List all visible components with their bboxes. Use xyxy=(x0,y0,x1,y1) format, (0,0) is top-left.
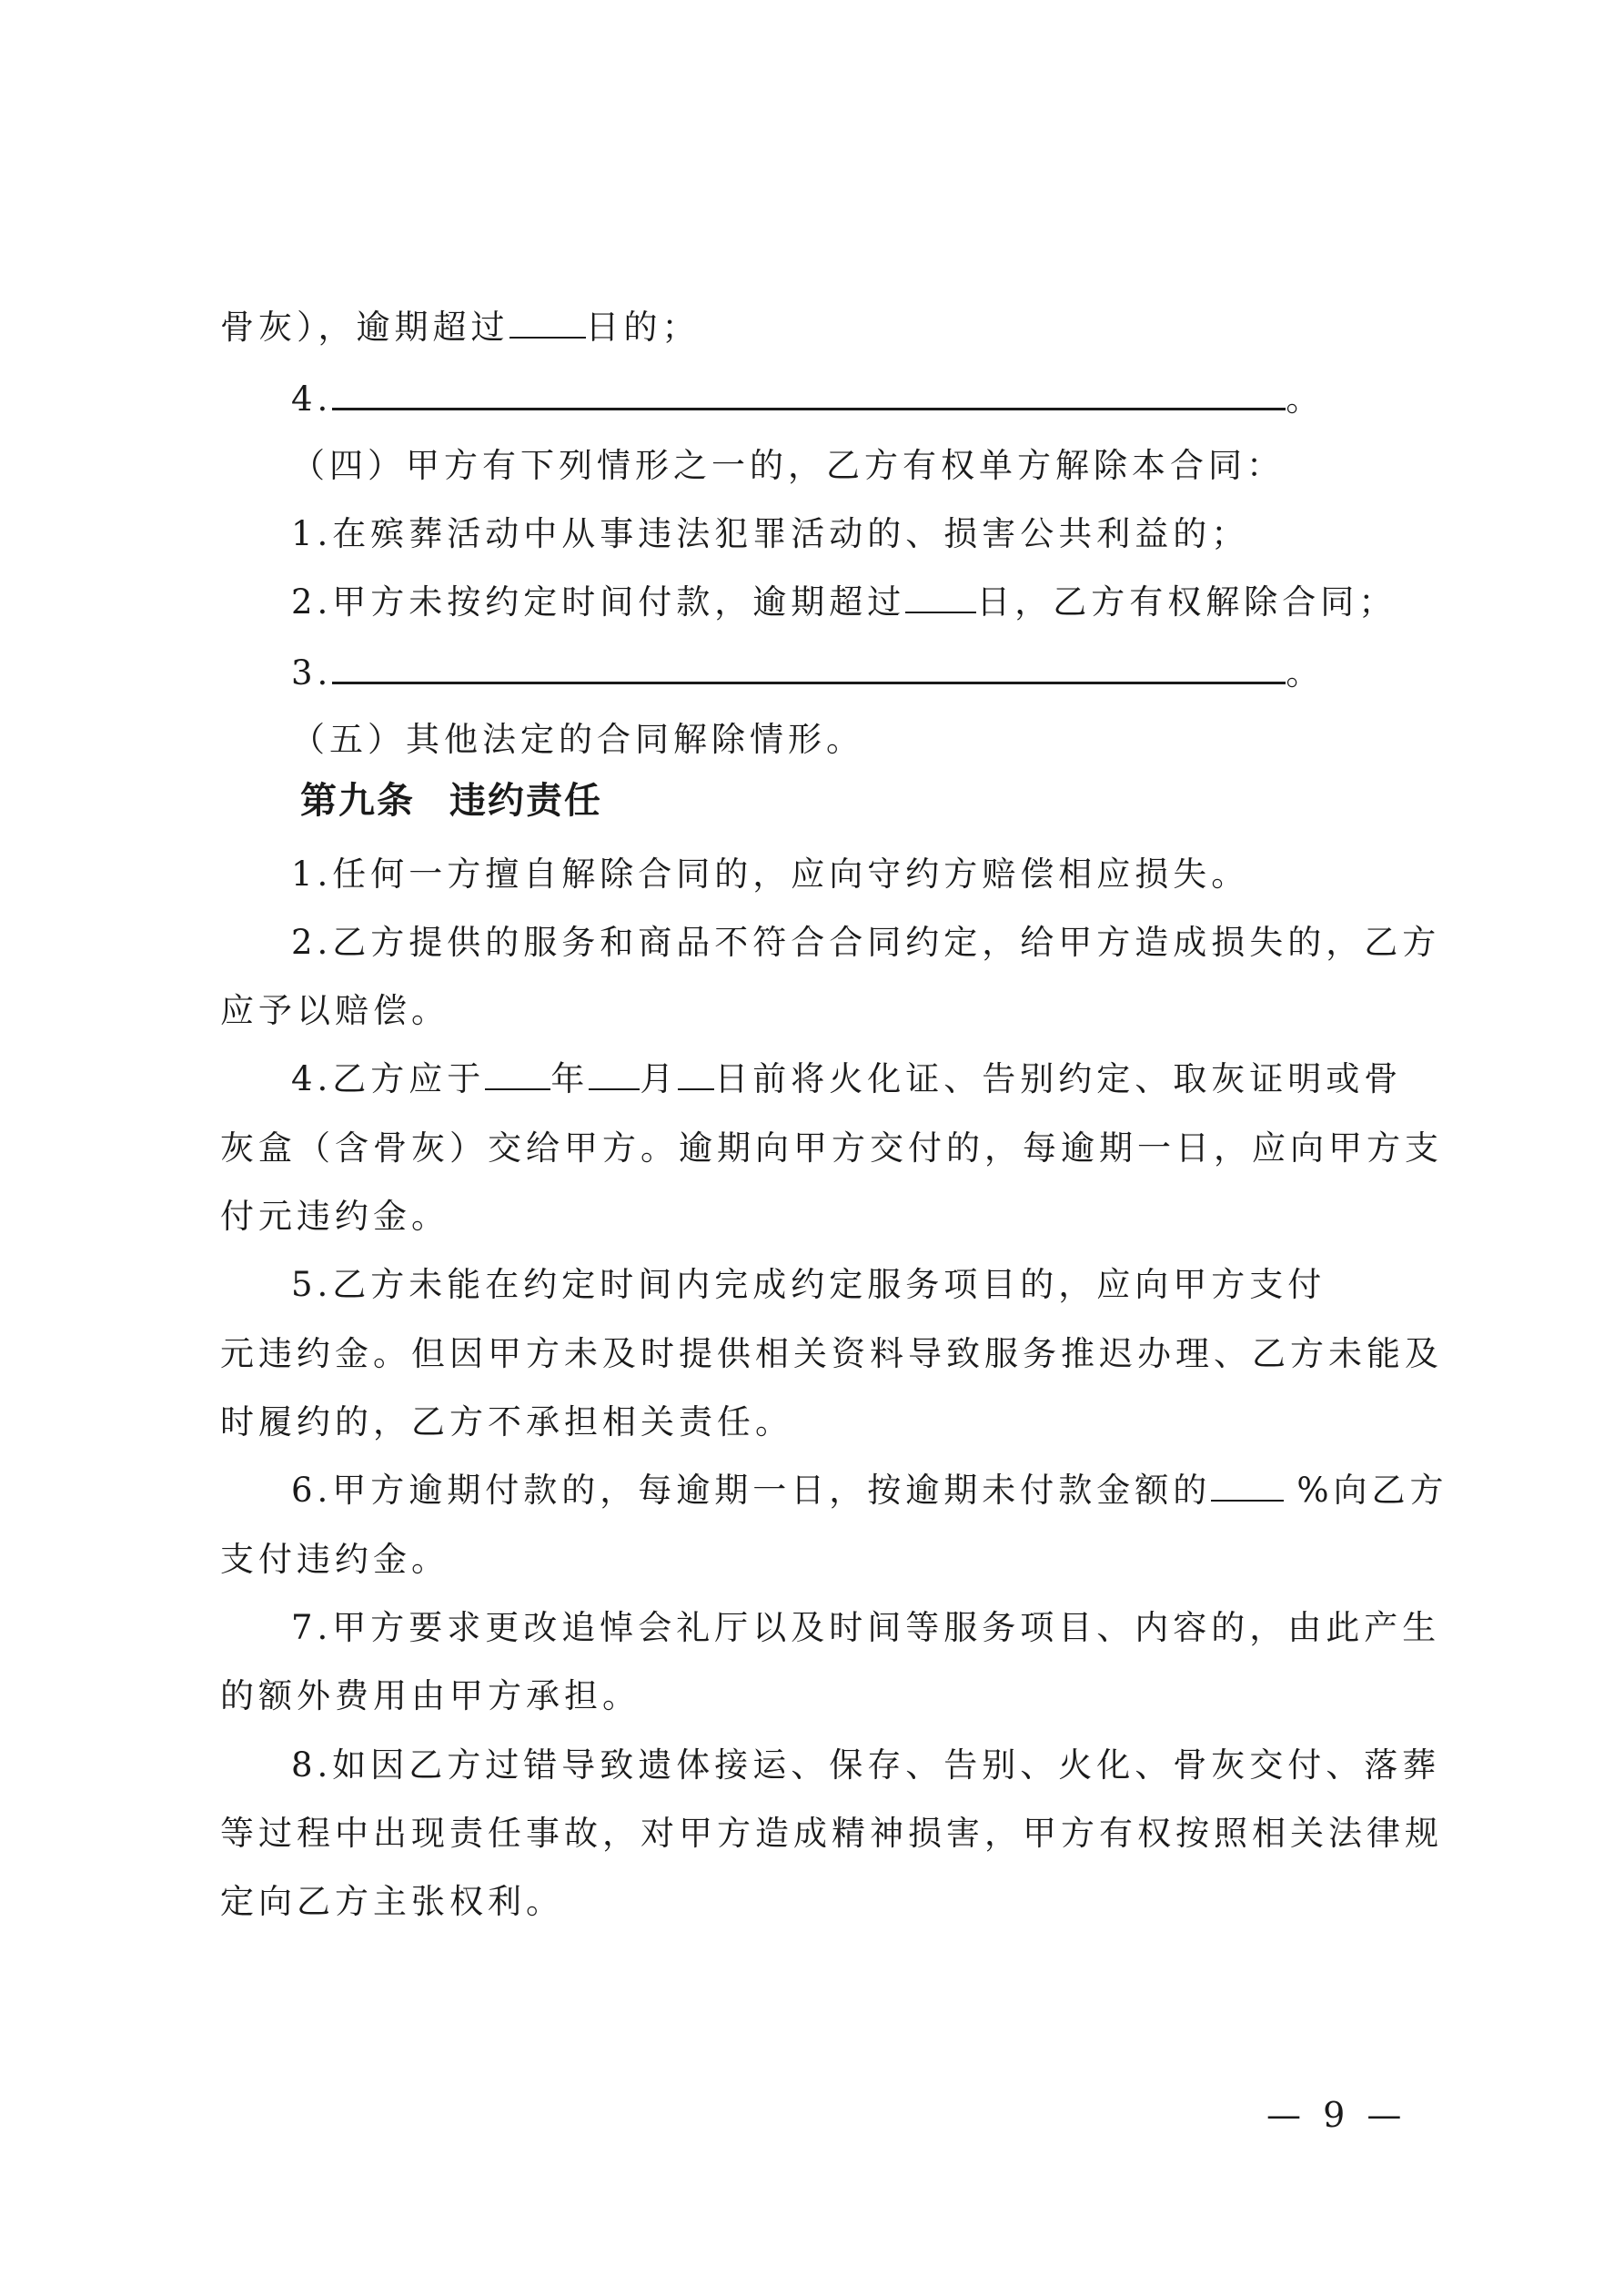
clause-line xyxy=(291,1606,1624,1650)
fill-in-blank xyxy=(589,1057,640,1090)
line-text: 月 xyxy=(640,1059,679,1098)
clause-line xyxy=(220,1812,1624,1856)
line-text: 付元违约金。 xyxy=(220,1197,449,1236)
clause-line xyxy=(220,989,1624,1033)
line-text: 日前将火化证、告别约定、取灰证明或骨 xyxy=(714,1059,1403,1098)
text-line xyxy=(291,718,1624,762)
line-text: （五）其他法定的合同解除情形。 xyxy=(291,720,864,759)
line-text: 1.在殡葬活动中从事违法犯罪活动的、损害公共利益的； xyxy=(291,514,1250,553)
line-text: 年 xyxy=(550,1059,590,1098)
clause-line xyxy=(220,1195,1624,1239)
line-text: 6.甲方逾期付款的，每逾期一日，按逾期未付款金额的 xyxy=(291,1471,1212,1510)
clause-line xyxy=(220,1538,1624,1582)
line-text: 的额外费用由甲方承担。 xyxy=(220,1676,641,1715)
clause-line xyxy=(220,1401,1624,1444)
line-text: 应予以赔偿。 xyxy=(220,991,449,1030)
line-text: 2.甲方未按约定时间付款，逾期超过 xyxy=(291,582,906,622)
text-line xyxy=(291,375,1624,421)
page-number: — 9 — xyxy=(1266,2095,1407,2135)
line-prefix: 3. xyxy=(291,653,333,693)
text-line xyxy=(291,649,1624,695)
text-line xyxy=(291,444,1624,488)
clause-line xyxy=(291,921,1624,965)
fill-in-blank xyxy=(509,306,586,339)
line-text: 时履约的，乙方不承担相关责任。 xyxy=(220,1402,793,1441)
article-heading xyxy=(300,779,1624,823)
line-text: 日，乙方有权解除合同； xyxy=(976,582,1397,622)
clause-line xyxy=(291,853,1624,896)
clause-line xyxy=(291,1744,1624,1787)
article-title: 违约责任 xyxy=(449,780,602,822)
line-text: 等过程中出现责任事故，对甲方造成精神损害，甲方有权按照相关法律规 xyxy=(220,1814,1443,1853)
clause-line xyxy=(291,1469,1624,1512)
text-line xyxy=(291,581,1624,624)
text-line xyxy=(220,306,1624,349)
fill-in-blank xyxy=(1211,1469,1284,1502)
line-suffix: 。 xyxy=(1286,653,1325,693)
line-text: 定向乙方主张权利。 xyxy=(220,1882,564,1921)
clause-line xyxy=(291,1057,1624,1101)
clause-line xyxy=(220,1674,1624,1718)
fill-in-blank xyxy=(485,1057,550,1090)
line-text: 灰盒（含骨灰）交给甲方。逾期向甲方交付的，每逾期一日，应向甲方支 xyxy=(220,1128,1443,1168)
line-text: 8.如因乙方过错导致遗体接运、保存、告别、火化、骨灰交付、落葬 xyxy=(291,1745,1441,1785)
line-text: 7.甲方要求更改追悼会礼厅以及时间等服务项目、内容的，由此产生 xyxy=(291,1608,1441,1647)
clause-line xyxy=(220,1332,1624,1376)
line-text: 1.任何一方擅自解除合同的，应向守约方赔偿相应损失。 xyxy=(291,855,1250,894)
line-text: 骨灰），逾期超过 xyxy=(220,308,509,347)
line-prefix: 4. xyxy=(291,379,333,419)
clause-line xyxy=(220,1880,1624,1924)
line-text: 日的； xyxy=(585,308,701,347)
line-text: 元违约金。但因甲方未及时提供相关资料导致服务推迟办理、乙方未能及 xyxy=(220,1334,1443,1373)
text-line xyxy=(291,512,1624,556)
fill-in-blank xyxy=(905,581,976,613)
article-number: 第九条 xyxy=(300,780,415,822)
line-text: 5.乙方未能在约定时间内完成约定服务项目的，应向甲方支付 xyxy=(291,1265,1326,1304)
line-text: （四）甲方有下列情形之一的，乙方有权单方解除本合同： xyxy=(291,446,1285,485)
fill-in-long-blank xyxy=(332,649,1286,684)
clause-line xyxy=(220,1127,1624,1170)
line-text: 4.乙方应于 xyxy=(291,1059,486,1098)
fill-in-long-blank xyxy=(332,375,1286,410)
line-text: 支付违约金。 xyxy=(220,1540,449,1579)
fill-in-blank xyxy=(678,1057,714,1090)
clause-line xyxy=(291,1263,1624,1307)
line-suffix: 。 xyxy=(1286,379,1325,419)
line-text: %向乙方 xyxy=(1296,1471,1448,1510)
line-text: 2.乙方提供的服务和商品不符合合同约定，给甲方造成损失的，乙方 xyxy=(291,923,1441,962)
